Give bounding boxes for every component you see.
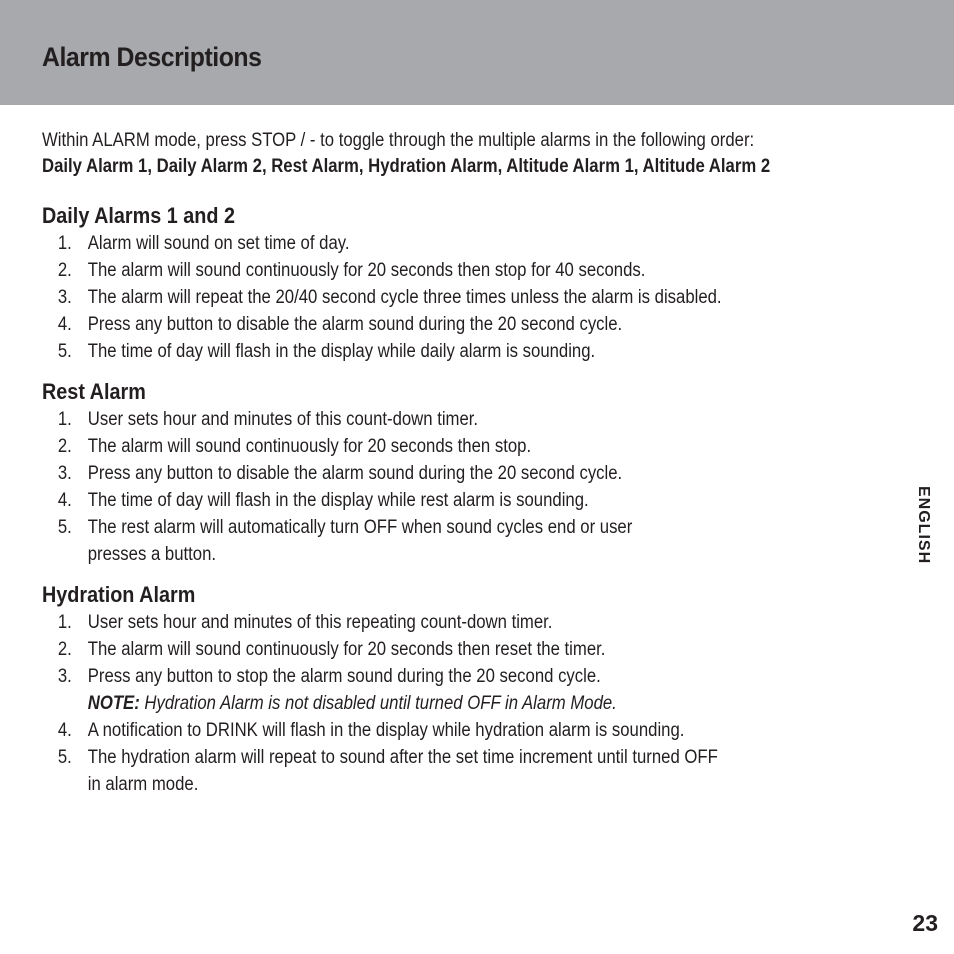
item-number: 1.: [57, 612, 72, 633]
item-number: 2.: [57, 639, 72, 660]
list-item: [42, 609, 799, 636]
list-item: [42, 338, 799, 365]
item-number: 4.: [57, 490, 72, 511]
item-text: The alarm will sound continuously for 20 seconds then stop for 40 seconds.: [87, 260, 646, 281]
alarm-order: Daily Alarm 1, Daily Alarm 2, Rest Alarm, Hydration Alarm, Altitude Alarm 1, Altitude Alarm 2: [42, 156, 771, 177]
page-number: 23: [912, 910, 938, 936]
list-item: [42, 230, 799, 257]
list-item: [42, 744, 799, 771]
intro: [42, 128, 799, 180]
item-text: The alarm will sound continuously for 20 seconds then reset the timer.: [87, 639, 606, 660]
item-text: Press any button to disable the alarm sound during the 20 second cycle.: [87, 463, 623, 484]
item-number: 5.: [57, 747, 72, 768]
list-item: [42, 636, 799, 663]
item-number: 1.: [57, 409, 72, 430]
item-text: The alarm will repeat the 20/40 second cycle three times unless the alarm is disabled.: [87, 287, 722, 308]
note-text: Hydration Alarm is not disabled until turned OFF in Alarm Mode.: [139, 693, 617, 714]
item-text: Press any button to stop the alarm sound during the 20 second cycle.: [87, 666, 601, 687]
item-text: A notification to DRINK will flash in the display while hydration alarm is sounding.: [87, 720, 685, 741]
daily-alarm-list: [42, 230, 799, 365]
item-continuation: in alarm mode.: [87, 774, 199, 795]
item-text: The rest alarm will automatically turn OFF when sound cycles end or user: [87, 517, 633, 538]
list-item: [42, 514, 799, 541]
item-text: The hydration alarm will repeat to sound after the set time increment until turned OFF: [87, 747, 718, 768]
section-heading: Daily Alarms 1 and 2: [42, 203, 235, 228]
section-daily-alarms: [42, 202, 902, 365]
item-number: 4.: [57, 720, 72, 741]
list-item: [42, 433, 799, 460]
item-text: Alarm will sound on set time of day.: [87, 233, 350, 254]
note: [42, 690, 799, 717]
item-number: 3.: [57, 463, 72, 484]
item-number: 2.: [57, 436, 72, 457]
item-number: 1.: [57, 233, 72, 254]
page-title: Alarm Descriptions: [42, 42, 262, 72]
item-text: The alarm will sound continuously for 20 seconds then stop.: [87, 436, 532, 457]
list-item: [42, 311, 799, 338]
item-text: User sets hour and minutes of this repeating count-down timer.: [87, 612, 553, 633]
item-text: User sets hour and minutes of this count-down timer.: [87, 409, 479, 430]
item-number: 2.: [57, 260, 72, 281]
list-item: [42, 663, 799, 690]
list-item: [42, 257, 799, 284]
intro-text: Within ALARM mode, press STOP / - to toggle through the multiple alarms in the following order:: [42, 130, 755, 151]
list-item: [42, 487, 799, 514]
item-number: 3.: [57, 287, 72, 308]
item-continuation: presses a button.: [87, 544, 217, 565]
list-item: [42, 406, 799, 433]
item-text: The time of day will flash in the display while daily alarm is sounding.: [87, 341, 596, 362]
item-number: 5.: [57, 517, 72, 538]
header-bar: [0, 0, 954, 105]
section-hydration-alarm: [42, 581, 902, 798]
section-heading: Rest Alarm: [42, 379, 146, 404]
rest-alarm-list: [42, 406, 799, 541]
item-number: 4.: [57, 314, 72, 335]
list-item: [42, 460, 799, 487]
main-content: [42, 128, 902, 798]
language-tab: ENGLISH: [915, 486, 932, 565]
item-number: 5.: [57, 341, 72, 362]
section-heading: Hydration Alarm: [42, 582, 196, 607]
item-text: Press any button to disable the alarm sound during the 20 second cycle.: [87, 314, 623, 335]
item-number: 3.: [57, 666, 72, 687]
item-text: The time of day will flash in the display while rest alarm is sounding.: [87, 490, 589, 511]
hydration-alarm-list: [42, 609, 799, 771]
note-label: NOTE:: [87, 693, 140, 714]
section-rest-alarm: [42, 378, 902, 568]
list-item: [42, 717, 799, 744]
list-item: [42, 284, 799, 311]
